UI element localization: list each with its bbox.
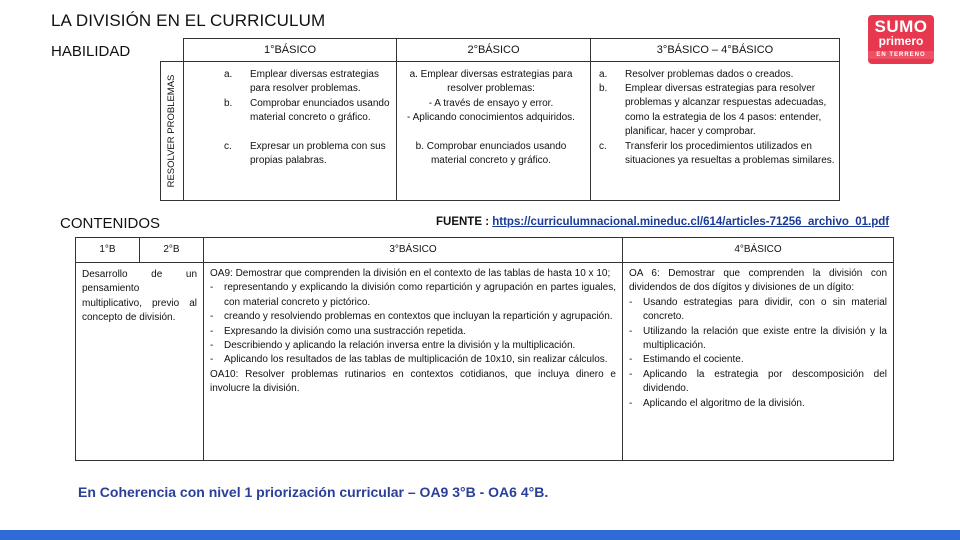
list-item: Aplicando el algoritmo de la división. [643,397,805,409]
item-text: - Aplicando conocimientos adquiridos. [407,112,575,123]
logo-line-1: SUMO [874,17,928,36]
oa10-text: OA10: Resolver problemas rutinarios en contextos cotidianos, que incluya dinero e involucre la división. [210,368,616,395]
row-label-cell [161,62,184,201]
list-item: Usando estrategias para dividir, con o sin material concreto. [643,296,887,323]
habilidad-2-basico [397,62,591,201]
dash-mark: - [210,340,214,352]
dash-mark: - [210,282,214,294]
list-item: representando y explicando la división como repartición y agrupación en partes iguales, con material concreto y pictórico. [224,282,616,308]
item-text: Comprobar enunciados usando material concreto o gráfico. [250,98,390,124]
contenidos-3-basico [204,263,623,461]
item-mark: c. [599,141,607,152]
habilidad-table [160,38,840,201]
item-mark: b. [224,98,233,109]
list-item: Describiendo y aplicando la relación inversa entre la división y la multiplicación. [224,340,576,352]
item-mark: b. [599,83,608,94]
logo-line-3: EN TERRENO [868,51,934,59]
item-text: - A través de ensayo y error. [428,98,554,109]
list-item: Aplicando la estrategia por descomposición del dividendo. [643,368,887,395]
coherencia-note: En Coherencia con nivel 1 priorización curricular – OA9 3°B - OA6 4°B. [78,484,549,500]
fuente-link[interactable]: https://curriculumnacional.mineduc.cl/614/articles-71256_archivo_01.pdf [492,216,890,228]
item-text: a. Emplear diversas estrategias para resolver problemas: [409,69,573,95]
dash-mark: - [210,354,214,366]
contenidos-1-2-basico: Desarrollo de un pensamiento multiplicativo, previo al concepto de división. [76,263,204,461]
header-3-4-basico: 3°BÁSICO – 4°BÁSICO [591,39,840,62]
item-text: Emplear diversas estrategias para resolver problemas. [250,69,379,95]
dash-mark: - [210,325,214,337]
dash-mark: - [210,311,214,323]
oa6-text: OA 6: Demostrar que comprenden la división con dividendos de dos dígitos y divisiones de un dígito: [629,268,887,294]
page-title: LA DIVISIÓN EN EL CURRICULUM [51,11,326,30]
resolver-problemas-label: RESOLVER PROBLEMAS [165,74,177,188]
header-3-basico: 3°BÁSICO [204,238,623,263]
header-1-basico: 1°BÁSICO [184,39,397,62]
list-item: Aplicando los resultados de las tablas de multiplicación de 10x10, sin realizar cálculos. [224,354,608,366]
item-text: Transferir los procedimientos utilizados en situaciones ya resueltas a problemas similares. [625,141,835,167]
fuente [436,216,889,228]
contenidos-4-basico [623,263,894,461]
fuente-label: FUENTE : [436,216,490,228]
list-item: creando y resolviendo problemas en contextos que incluyan la repartición y agrupación. [224,311,613,323]
logo-line-2: primero [878,34,924,48]
habilidad-heading: HABILIDAD [51,43,131,60]
item-mark: c. [224,141,232,152]
dash-mark: - [629,397,633,409]
dash-mark: - [629,296,633,308]
item-mark: a. [224,69,233,80]
dash-mark: - [629,325,633,337]
dash-mark: - [629,368,633,380]
contenidos-table [75,237,894,461]
header-2-basico: 2°BÁSICO [397,39,591,62]
item-text: Expresar un problema con sus propias palabras. [250,141,386,167]
oa9-text: OA9: Demostrar que comprenden la división en el contexto de las tablas de hasta 10 x 10; [210,268,611,279]
bottom-bar [0,530,960,540]
corner-cell [161,39,184,62]
item-text: b. Comprobar enunciados usando material concreto y gráfico. [415,141,567,167]
list-item: Estimando el cociente. [643,354,744,366]
habilidad-1-basico [184,62,397,201]
header-4-basico: 4°BÁSICO [623,238,894,263]
item-mark: a. [599,69,608,80]
habilidad-3-4-basico [591,62,840,201]
item-text: Emplear diversas estrategias para resolver problemas y alcanzar respuestas adecuadas, como la estrategia de los 4 pasos: entender, planificar, hacer y comprobar. [625,83,827,138]
sumo-primero-logo [868,15,934,64]
header-2b: 2°B [140,238,204,263]
item-text: Resolver problemas dados o creados. [625,69,794,80]
header-1b: 1°B [76,238,140,263]
list-item: Expresando la división como una sustracción repetida. [224,325,466,337]
dash-mark: - [629,354,633,366]
list-item: Utilizando la relación que existe entre la división y la multiplicación. [643,325,887,352]
contenidos-heading: CONTENIDOS [60,215,161,232]
